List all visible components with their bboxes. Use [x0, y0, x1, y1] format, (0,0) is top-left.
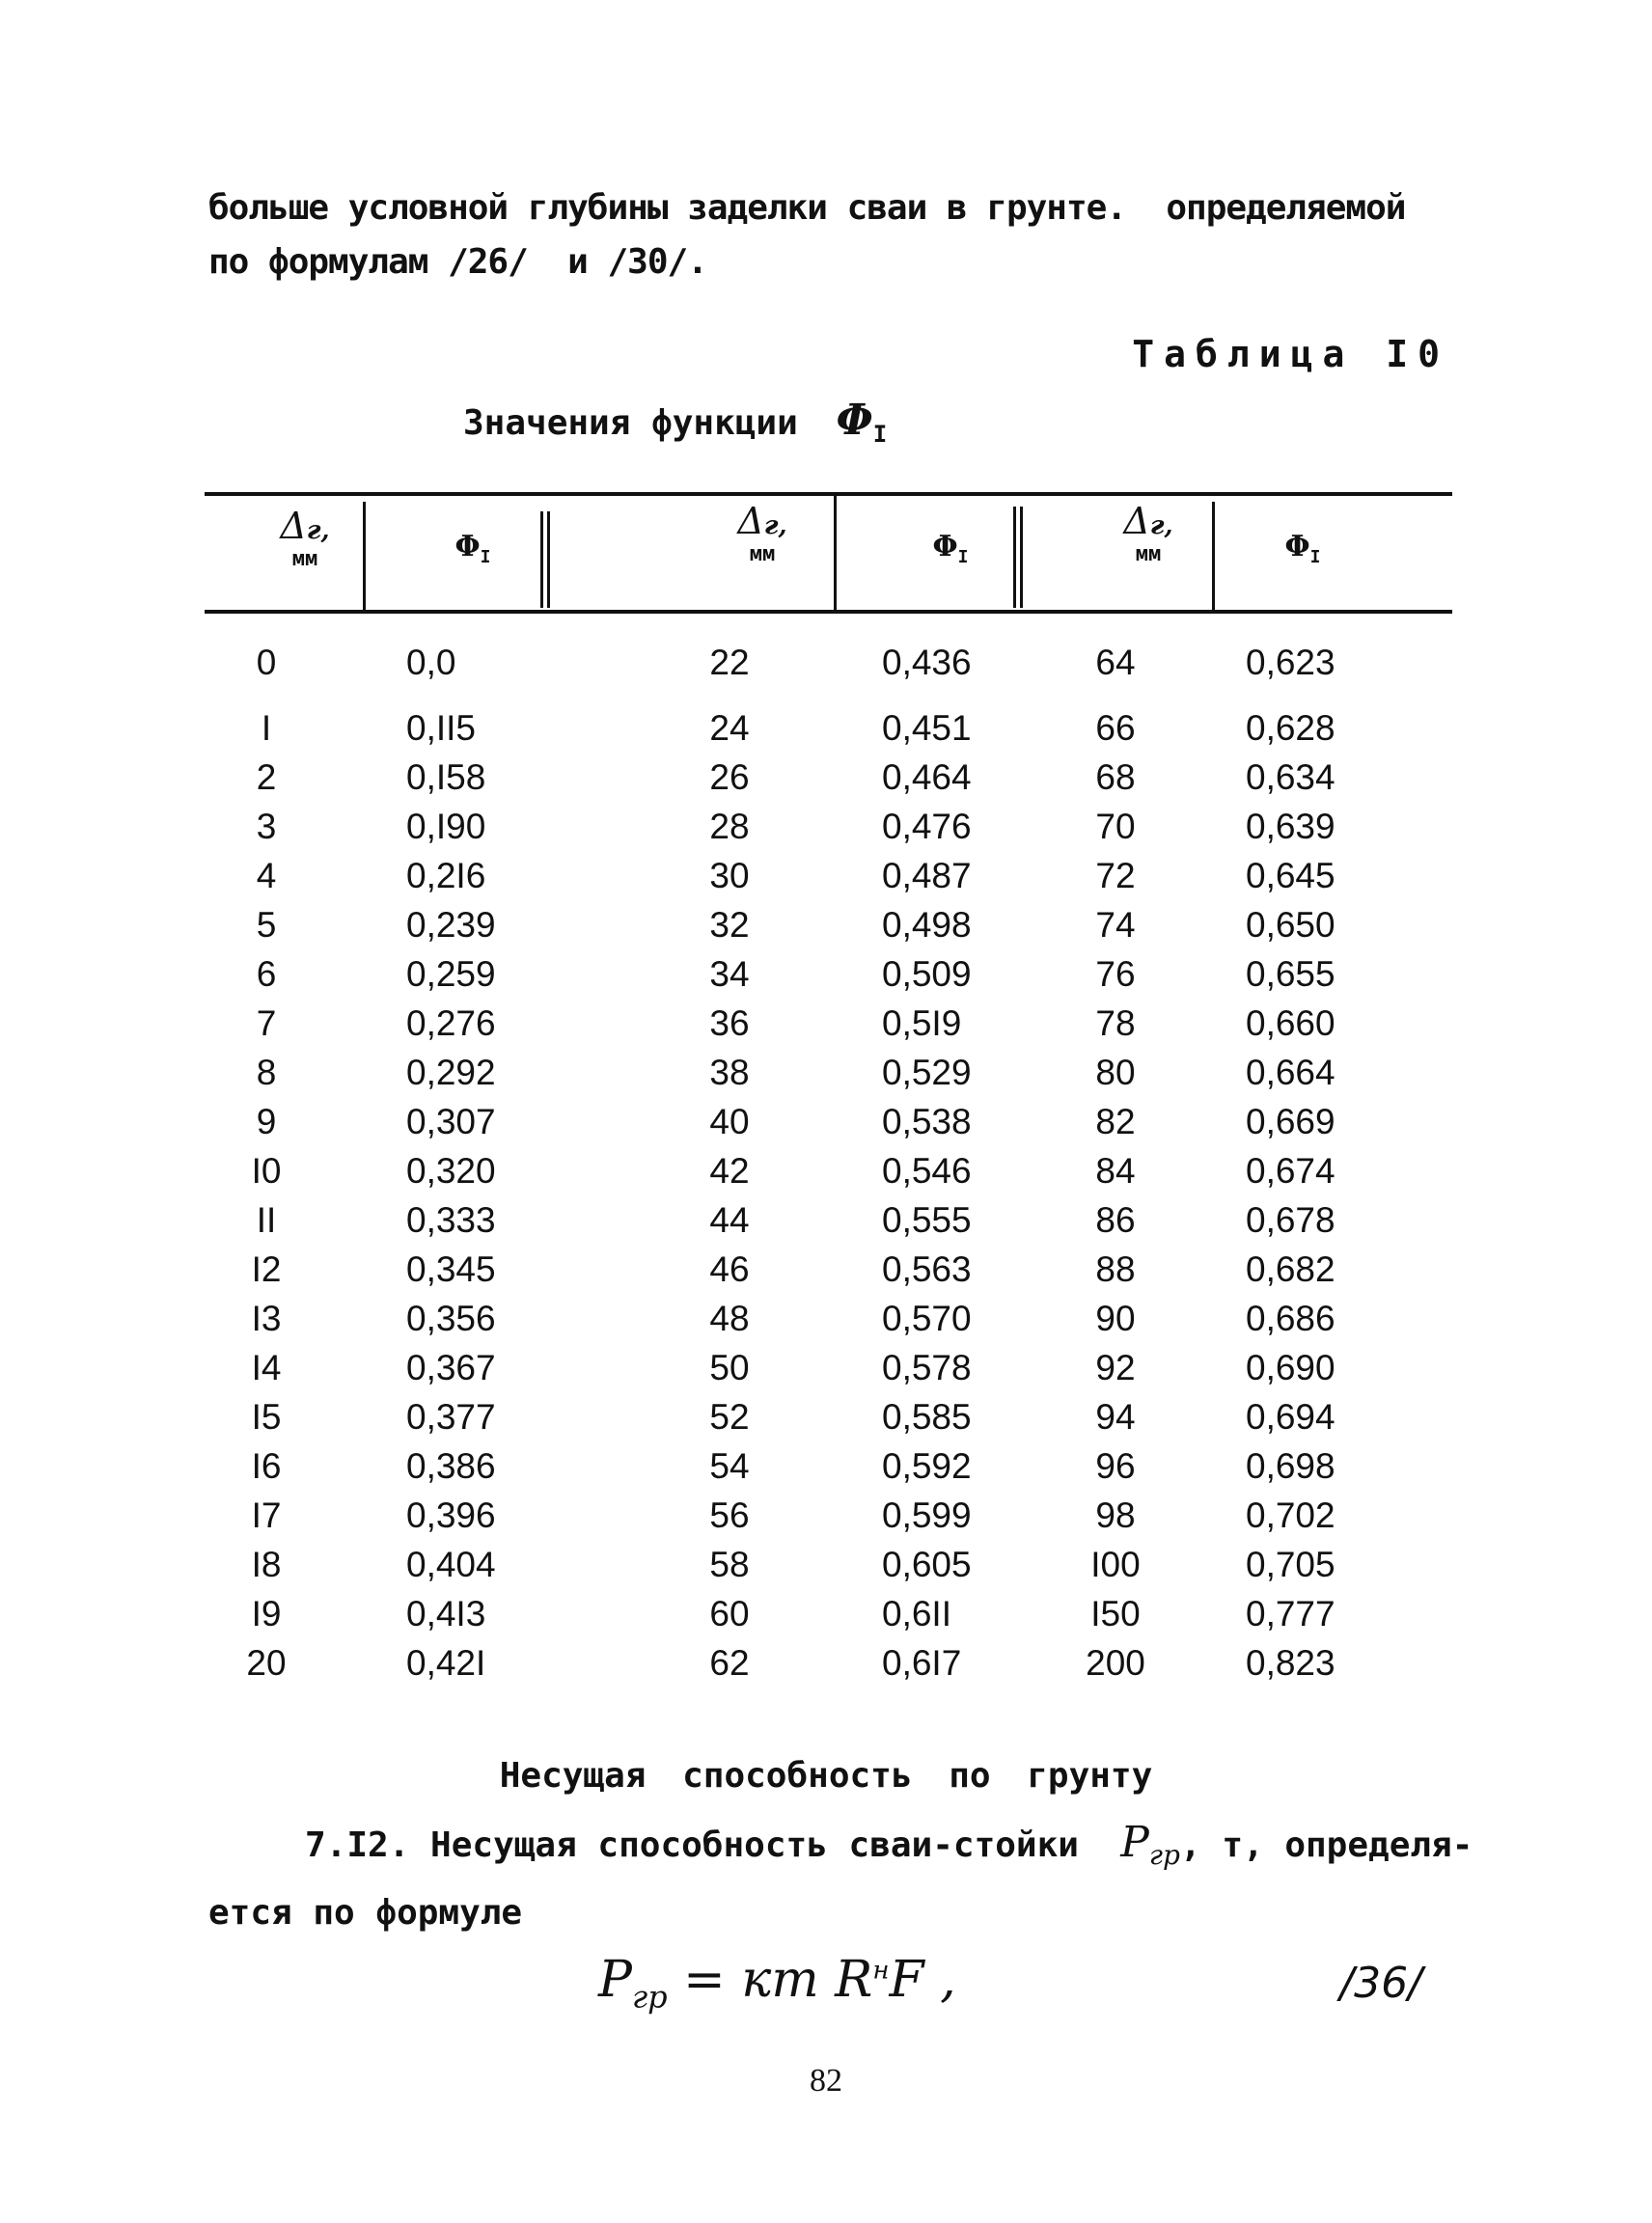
phi-cell: 0,464: [882, 757, 972, 797]
phi-symbol: Φ: [836, 396, 873, 445]
phi-cell: 0,509: [882, 954, 972, 994]
phi-cell: 0,650: [1246, 905, 1335, 945]
phi-cell: 0,4I3: [406, 1594, 486, 1633]
formula-lhs-subscript: гр: [632, 1978, 668, 2016]
header-double-divider: [540, 511, 543, 608]
delta-cell: 20: [246, 1643, 287, 1683]
delta-subscript: г,: [306, 516, 330, 545]
delta-cell: 3: [256, 807, 277, 846]
col-header-delta-1: [247, 505, 363, 574]
phi-cell: 0,578: [882, 1348, 972, 1387]
delta-cell: I9: [251, 1594, 282, 1633]
paragraph-text-b: , т, определя-: [1179, 1825, 1473, 1865]
delta-cell: 54: [709, 1446, 750, 1486]
phi-cell: 0,320: [406, 1151, 496, 1191]
phi-cell: 0,367: [406, 1348, 496, 1387]
delta-cell: 76: [1095, 954, 1136, 994]
table-row: [208, 954, 1448, 1003]
formula-number: /36/: [1339, 1959, 1422, 2008]
delta-cell: 44: [709, 1200, 750, 1240]
force-symbol: P: [1120, 1818, 1149, 1867]
table-row: [208, 807, 1448, 856]
delta-cell: 78: [1095, 1003, 1136, 1043]
formula-rhs: F ,: [889, 1951, 956, 2009]
phi-cell: 0,686: [1246, 1299, 1335, 1338]
delta-cell: 6: [256, 954, 277, 994]
delta-cell: 80: [1095, 1053, 1136, 1092]
phi-header-subscript: I: [1309, 547, 1321, 567]
phi-cell: 0,777: [1246, 1594, 1335, 1633]
phi-cell: 0,404: [406, 1545, 496, 1584]
delta-cell: 5: [256, 905, 277, 945]
delta-cell: 88: [1095, 1249, 1136, 1289]
delta-cell: 66: [1095, 708, 1136, 748]
phi-cell: 0,694: [1246, 1397, 1335, 1437]
phi-cell: 0,386: [406, 1446, 496, 1486]
delta-cell: 60: [709, 1594, 750, 1633]
phi-cell: 0,705: [1246, 1545, 1335, 1584]
delta-cell: I6: [251, 1446, 282, 1486]
delta-cell: 28: [709, 807, 750, 846]
delta-cell: 96: [1095, 1446, 1136, 1486]
phi-header-symbol: Φ: [454, 530, 481, 563]
col-header-delta-2: [704, 500, 820, 569]
delta-cell: 9: [256, 1102, 277, 1141]
delta-cell: 74: [1095, 905, 1136, 945]
phi-cell: 0,555: [882, 1200, 972, 1240]
table-row: [208, 856, 1448, 905]
phi-cell: 0,5I9: [882, 1003, 962, 1043]
phi-cell: 0,655: [1246, 954, 1335, 994]
phi-cell: 0,664: [1246, 1053, 1335, 1092]
phi-cell: 0,529: [882, 1053, 972, 1092]
phi-cell: 0,623: [1246, 643, 1335, 682]
delta-cell: II: [256, 1200, 277, 1240]
delta-cell: 92: [1095, 1348, 1136, 1387]
table-row: [208, 1348, 1448, 1397]
phi-cell: 0,585: [882, 1397, 972, 1437]
col-header-phi-2: [902, 530, 999, 572]
table-row: [208, 1200, 1448, 1249]
phi-cell: 0,698: [1246, 1446, 1335, 1486]
delta-cell: 4: [256, 856, 277, 895]
delta-cell: 0: [256, 643, 277, 682]
phi-cell: 0,678: [1246, 1200, 1335, 1240]
delta-cell: 72: [1095, 856, 1136, 895]
phi-cell: 0,451: [882, 708, 972, 748]
table-row: [208, 1102, 1448, 1151]
delta-cell: I: [261, 708, 272, 748]
delta-cell: 38: [709, 1053, 750, 1092]
delta-cell: 22: [709, 643, 750, 682]
delta-cell: 70: [1095, 807, 1136, 846]
header-divider: [1212, 502, 1215, 610]
table-row: [208, 1643, 1448, 1692]
phi-cell: 0,628: [1246, 708, 1335, 748]
delta-symbol: Δ: [1123, 500, 1150, 542]
phi-header-subscript: I: [957, 547, 969, 567]
phi-cell: 0,634: [1246, 757, 1335, 797]
phi-cell: 0,I90: [406, 807, 486, 846]
delta-cell: 24: [709, 708, 750, 748]
delta-cell: 30: [709, 856, 750, 895]
phi-cell: 0,356: [406, 1299, 496, 1338]
phi-cell: 0,498: [882, 905, 972, 945]
table-top-rule: [205, 492, 1452, 496]
phi-cell: 0,333: [406, 1200, 496, 1240]
table-row: [208, 1151, 1448, 1200]
phi-cell: 0,570: [882, 1299, 972, 1338]
phi-cell: 0,645: [1246, 856, 1335, 895]
col-header-delta-3: [1090, 500, 1206, 569]
delta-cell: 90: [1095, 1299, 1136, 1338]
phi-cell: 0,674: [1246, 1151, 1335, 1191]
phi-cell: 0,563: [882, 1249, 972, 1289]
phi-cell: 0,592: [882, 1446, 972, 1486]
delta-cell: I4: [251, 1348, 282, 1387]
phi-cell: 0,823: [1246, 1643, 1335, 1683]
phi-cell: 0,690: [1246, 1348, 1335, 1387]
phi-cell: 0,599: [882, 1496, 972, 1535]
phi-cell: 0,476: [882, 807, 972, 846]
phi-cell: 0,546: [882, 1151, 972, 1191]
phi-cell: 0,669: [1246, 1102, 1335, 1141]
delta-cell: 68: [1095, 757, 1136, 797]
phi-cell: 0,42I: [406, 1643, 486, 1683]
delta-cell: 58: [709, 1545, 750, 1584]
table-row: [208, 708, 1448, 757]
delta-cell: I3: [251, 1299, 282, 1338]
phi-cell: 0,II5: [406, 708, 476, 748]
delta-cell: 7: [256, 1003, 277, 1043]
delta-symbol: Δ: [737, 500, 764, 542]
table-row: [208, 1545, 1448, 1594]
section-title: Несущая способность по грунту: [499, 1756, 1153, 1796]
phi-cell: 0,6I7: [882, 1643, 962, 1683]
intro-line-1: больше условной глубины заделки сваи в грунте. определяемой: [208, 188, 1406, 228]
delta-cell: 8: [256, 1053, 277, 1092]
phi-cell: 0,538: [882, 1102, 972, 1141]
phi-header-symbol: Φ: [1284, 530, 1310, 563]
paragraph-text-a: 7.I2. Несущая способность сваи-стойки: [305, 1825, 1121, 1865]
phi-cell: 0,487: [882, 856, 972, 895]
header-divider: [363, 502, 366, 610]
formula-eq: = кm R: [667, 1951, 873, 2009]
phi-cell: 0,682: [1246, 1249, 1335, 1289]
phi-cell: 0,377: [406, 1397, 496, 1437]
phi-cell: 0,2I6: [406, 856, 486, 895]
delta-cell: I0: [251, 1151, 282, 1191]
table-title: [463, 396, 887, 448]
delta-cell: 48: [709, 1299, 750, 1338]
col-header-phi-1: [425, 530, 521, 572]
phi-cell: 0,605: [882, 1545, 972, 1584]
table-row: [208, 1003, 1448, 1053]
formula-lhs: P: [598, 1951, 632, 2009]
delta-cell: 26: [709, 757, 750, 797]
delta-cell: 62: [709, 1643, 750, 1683]
header-double-divider: [547, 511, 550, 608]
phi-cell: 0,307: [406, 1102, 496, 1141]
delta-cell: 82: [1095, 1102, 1136, 1141]
delta-cell: I7: [251, 1496, 282, 1535]
col-header-phi-3: [1254, 530, 1351, 572]
unit-label: мм: [749, 542, 776, 566]
intro-paragraph: [208, 181, 1463, 289]
unit-label: мм: [291, 547, 318, 571]
table-row: [208, 643, 1448, 708]
table-body: [208, 643, 1448, 1692]
section-paragraph: [208, 1814, 1473, 1942]
table-row: [208, 1249, 1448, 1299]
phi-cell: 0,0: [406, 643, 456, 682]
phi-cell: 0,639: [1246, 807, 1335, 846]
phi-cell: 0,6II: [882, 1594, 951, 1633]
delta-cell: 56: [709, 1496, 750, 1535]
table-row: [208, 757, 1448, 807]
phi-cell: 0,239: [406, 905, 496, 945]
delta-subscript: г,: [763, 511, 787, 540]
delta-cell: 98: [1095, 1496, 1136, 1535]
delta-cell: I00: [1090, 1545, 1141, 1584]
formula: [598, 1951, 956, 2015]
delta-cell: 50: [709, 1348, 750, 1387]
force-subscript: гр: [1148, 1839, 1180, 1872]
table-row: [208, 1397, 1448, 1446]
delta-cell: 32: [709, 905, 750, 945]
table-title-text: Значения функции: [463, 403, 798, 443]
delta-cell: I5: [251, 1397, 282, 1437]
phi-cell: 0,276: [406, 1003, 496, 1043]
delta-cell: 34: [709, 954, 750, 994]
paragraph-line-2: ется по формуле: [208, 1893, 523, 1934]
header-double-divider: [1020, 507, 1023, 608]
delta-cell: 40: [709, 1102, 750, 1141]
delta-cell: I8: [251, 1545, 282, 1584]
header-double-divider: [1013, 507, 1016, 608]
table-row: [208, 1446, 1448, 1496]
table-row: [208, 1594, 1448, 1643]
table-row: [208, 1299, 1448, 1348]
table-row: [208, 905, 1448, 954]
table-label: Таблица I0: [1132, 333, 1449, 375]
delta-cell: I2: [251, 1249, 282, 1289]
table-row: [208, 1496, 1448, 1545]
formula-superscript: н: [872, 1956, 890, 1986]
phi-cell: 0,396: [406, 1496, 496, 1535]
delta-subscript: г,: [1149, 511, 1173, 540]
delta-cell: 2: [256, 757, 277, 797]
phi-header-subscript: I: [480, 547, 491, 567]
header-divider: [834, 492, 837, 610]
paragraph-line-1: [208, 1814, 1473, 1884]
phi-cell: 0,345: [406, 1249, 496, 1289]
delta-symbol: Δ: [280, 505, 307, 547]
phi-cell: 0,702: [1246, 1496, 1335, 1535]
delta-cell: 52: [709, 1397, 750, 1437]
unit-label: мм: [1135, 542, 1162, 566]
delta-cell: 64: [1095, 643, 1136, 682]
phi-subscript: I: [872, 421, 888, 449]
table-row: [208, 1053, 1448, 1102]
delta-cell: 86: [1095, 1200, 1136, 1240]
page-number: 82: [810, 2063, 842, 2099]
phi-cell: 0,259: [406, 954, 496, 994]
intro-line-2: по формулам /26/ и /30/.: [208, 242, 707, 282]
phi-cell: 0,I58: [406, 757, 486, 797]
phi-cell: 0,292: [406, 1053, 496, 1092]
delta-cell: 42: [709, 1151, 750, 1191]
phi-cell: 0,660: [1246, 1003, 1335, 1043]
delta-cell: I50: [1090, 1594, 1141, 1633]
delta-cell: 200: [1086, 1643, 1145, 1683]
table-header-rule: [205, 610, 1452, 614]
phi-cell: 0,436: [882, 643, 972, 682]
phi-header-symbol: Φ: [932, 530, 958, 563]
delta-cell: 84: [1095, 1151, 1136, 1191]
delta-cell: 46: [709, 1249, 750, 1289]
delta-cell: 36: [709, 1003, 750, 1043]
delta-cell: 94: [1095, 1397, 1136, 1437]
